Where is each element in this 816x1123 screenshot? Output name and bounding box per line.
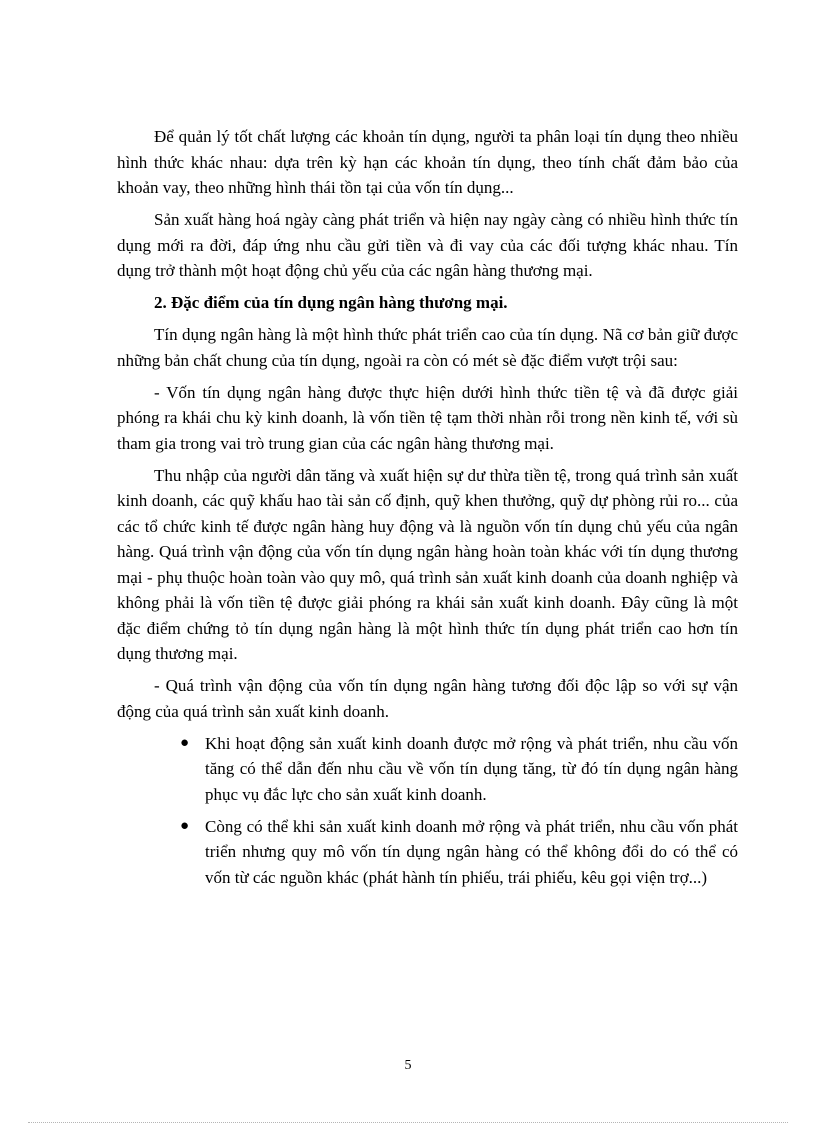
list-item-text: Còng có thể khi sản xuất kinh doanh mở rộng và phát triển, nhu cầu vốn phát triển nhưng quy mô vốn tín dụng ngân hàng có thể không đổi do có thể có vốn từ các nguồn khác (phát hành tín phiếu, trái phiếu, kêu gọi viện trợ...) — [205, 816, 738, 887]
paragraph: - Quá trình vận động của vốn tín dụng ngân hàng tương đối độc lập so với sự vận động của quá trình sản xuất kinh doanh. — [117, 676, 738, 721]
list-item — [117, 814, 738, 891]
list-item-text: Khi hoạt động sản xuất kinh doanh được mở rộng và phát triển, nhu cầu vốn tăng có thể dẫn đến nhu cầu về vốn tín dụng tăng, từ đó tín dụng ngân hàng phục vụ đắc lực cho sản xuất kinh doanh. — [205, 733, 738, 804]
paragraph: Để quản lý tốt chất lượng các khoản tín dụng, người ta phân loại tín dụng theo nhiều hình thức khác nhau: dựa trên kỳ hạn các khoản tín dụng, theo tính chất đảm bảo của khoản vay, theo những hình thái tồn tại của vốn tín dụng... — [117, 127, 738, 197]
section-heading: 2. Đặc điểm của tín dụng ngân hàng thương mại. — [154, 293, 508, 312]
paragraph: - Vốn tín dụng ngân hàng được thực hiện dưới hình thức tiền tệ và đã được giải phóng ra khái chu kỳ kinh doanh, là vốn tiền tệ tạm thời nhàn rỗi trong nền kinh tế, với sù tham gia trong vai trò trung gian của các ngân hàng thương mại. — [117, 382, 738, 453]
bullet-icon: ● — [180, 817, 190, 834]
paragraph: Sản xuất hàng hoá ngày càng phát triển và hiện nay ngày càng có nhiều hình thức tín dụng mới ra đời, đáp ứng nhu cầu gửi tiền và đi vay của các đối tượng khác nhau. Tín dụng trở thành một hoạt động chủ yếu của các ngân hàng thương mại. — [117, 210, 738, 280]
bullet-icon: ● — [180, 734, 190, 751]
paragraph: Thu nhập của người dân tăng và xuất hiện sự dư thừa tiền tệ, trong quá trình sản xuất kinh doanh, các quỹ khấu hao tài sản cố định, quỹ khen thưởng, quỹ dự phòng rủi ro... của các tổ chức kinh tế được ngân hàng huy động và là nguồn vốn tín dụng chủ yếu của ngân hàng. Quá trình vận động của vốn tín dụng ngân hàng hoàn toàn khác với tín dụng thương mại - phụ thuộc hoàn toàn vào quy mô, quá trình sản xuất kinh doanh của doanh nghiệp và không phải là vốn tiền tệ được giải phóng ra khái sản xuất kinh doanh. Đây cũng là một đặc điểm chứng tỏ tín dụng ngân hàng là một hình thức tín dụng phát triển cao hơn tín dụng thương mại. — [117, 465, 738, 663]
list-item — [117, 731, 738, 808]
paragraph: Tín dụng ngân hàng là một hình thức phát triển cao của tín dụng. Nã cơ bản giữ được những bản chất chung của tín dụng, ngoài ra còn có mét sè đặc điểm vượt trội sau: — [117, 325, 738, 370]
bullet-list — [117, 731, 738, 891]
document-body — [117, 124, 738, 897]
page-number: 5 — [404, 1058, 412, 1073]
